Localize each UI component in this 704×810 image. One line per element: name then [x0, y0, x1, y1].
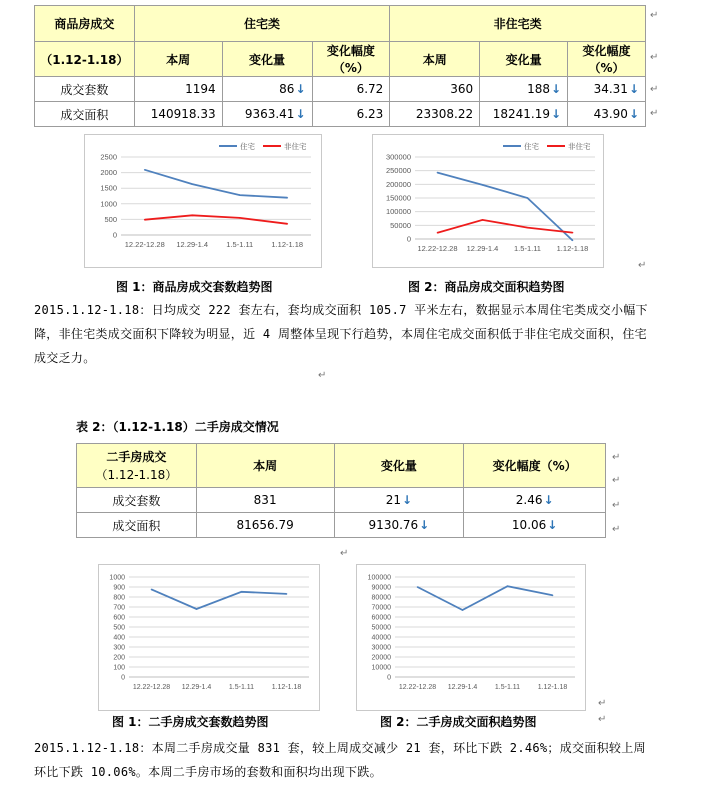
table1-col-change-2: 变化量	[480, 42, 568, 77]
return-mark-icon: ↵	[638, 260, 647, 271]
data-point	[151, 589, 153, 591]
y-tick-label: 1000	[109, 574, 125, 582]
x-tick-label: 12.29-1.4	[466, 244, 499, 253]
return-mark-icon: ↵	[612, 524, 621, 535]
y-tick-label: 40000	[371, 634, 391, 642]
y-tick-label: 70000	[371, 604, 391, 612]
legend-label: 非住宅	[568, 142, 591, 151]
table1-group-residential: 住宅类	[134, 6, 390, 42]
chart-svg	[99, 565, 319, 710]
x-tick-label: 1.12-1.18	[556, 244, 589, 253]
x-tick-label: 12.29-1.4	[181, 684, 212, 691]
return-mark-icon: ↵	[612, 500, 621, 511]
x-tick-label: 12.22-12.28	[124, 240, 165, 249]
row-label: 成交套数	[35, 77, 135, 102]
figure-caption: 图 1：商品房成交套数趋势图	[116, 280, 273, 294]
figure-caption: 图 1：二手房成交套数趋势图	[112, 715, 269, 729]
table1-col-pct-2: 变化幅度（%）	[568, 42, 646, 77]
y-tick-label: 0	[406, 234, 411, 244]
y-tick-label: 100000	[385, 207, 411, 217]
table1-col-pct: 变化幅度（%）	[312, 42, 390, 77]
y-tick-label: 250000	[385, 166, 411, 176]
return-mark-icon: ↵	[598, 698, 607, 709]
down-arrow-icon: ↓	[628, 107, 639, 121]
cell: 9363.41	[244, 107, 295, 121]
data-point	[482, 184, 484, 186]
legend-label: 住宅	[240, 142, 255, 151]
series-line	[145, 170, 287, 198]
cell: 18241.19	[492, 107, 550, 121]
table-row	[77, 513, 606, 538]
y-tick-label: 200	[113, 654, 125, 662]
down-arrow-icon: ↓	[295, 82, 306, 96]
x-tick-label: 1.12-1.18	[537, 684, 568, 691]
cell: 34.31	[593, 82, 628, 96]
data-point	[239, 217, 241, 219]
data-point	[191, 183, 193, 185]
table1-period: （1.12-1.18）	[35, 42, 135, 77]
legend-label: 住宅	[524, 142, 539, 151]
y-tick-label: 80000	[371, 594, 391, 602]
x-tick-label: 12.29-1.4	[176, 240, 209, 249]
chart-new-homes-units	[84, 134, 322, 268]
cell: 43.90	[593, 107, 628, 121]
chart-svg	[373, 135, 603, 267]
data-point	[437, 172, 439, 174]
data-point	[552, 595, 554, 597]
return-mark-icon: ↵	[598, 714, 607, 725]
x-tick-label: 1.12-1.18	[271, 240, 304, 249]
table2-period: （1.12-1.18）	[95, 467, 178, 482]
return-mark-icon: ↵	[612, 452, 621, 463]
paragraph-new-homes: 2015.1.12-1.18：日均成交 222 套左右，套均成交面积 105.7 平米左右，数据显示本周住宅类成交小幅下降，非住宅类成交面积下降较为明显，近 4 周整体呈现下行趋势，本周住宅成交面积低于非住宅成交面积，住宅成交乏力。	[34, 303, 648, 365]
y-tick-label: 30000	[371, 644, 391, 652]
row-label: 成交面积	[35, 102, 135, 127]
down-arrow-icon: ↓	[295, 107, 306, 121]
data-point	[507, 585, 509, 587]
y-tick-label: 10000	[371, 664, 391, 672]
data-point	[196, 608, 198, 610]
y-tick-label: 800	[113, 594, 125, 602]
down-arrow-icon: ↓	[547, 518, 558, 532]
table-row	[77, 488, 606, 513]
table1-corner: 商品房成交	[35, 6, 135, 42]
cell: 86	[279, 82, 295, 96]
y-tick-label: 2000	[100, 168, 117, 178]
return-mark-icon: ↵	[650, 10, 659, 21]
y-tick-label: 900	[113, 584, 125, 592]
data-point	[286, 197, 288, 199]
table2-col-week: 本周	[196, 444, 334, 488]
table1-col-week: 本周	[134, 42, 222, 77]
y-tick-label: 1500	[100, 183, 117, 193]
chart-second-hand-units	[98, 564, 320, 711]
data-point	[417, 586, 419, 588]
cell: 1194	[134, 77, 222, 102]
data-point	[286, 593, 288, 595]
data-point	[572, 232, 574, 234]
data-point	[191, 215, 193, 217]
y-tick-label: 300000	[385, 152, 411, 162]
figure-caption: 图 2：二手房成交面积趋势图	[380, 715, 537, 729]
down-arrow-icon: ↓	[543, 493, 554, 507]
y-tick-label: 20000	[371, 654, 391, 662]
return-mark-icon: ↵	[612, 475, 621, 486]
down-arrow-icon: ↓	[551, 82, 562, 96]
down-arrow-icon: ↓	[402, 493, 413, 507]
y-tick-label: 200000	[385, 179, 411, 189]
data-point	[144, 219, 146, 221]
y-tick-label: 600	[113, 614, 125, 622]
table2-title: 表 2：（1.12-1.18）二手房成交情况	[76, 420, 279, 434]
x-tick-label: 1.12-1.18	[271, 684, 302, 691]
y-tick-label: 100	[113, 664, 125, 672]
table-second-hand	[76, 443, 606, 538]
y-tick-label: 150000	[385, 193, 411, 203]
y-tick-label: 0	[387, 674, 391, 682]
y-tick-label: 700	[113, 604, 125, 612]
cell: 2.46	[515, 493, 543, 507]
y-tick-label: 0	[121, 674, 125, 682]
legend-label: 非住宅	[284, 142, 307, 151]
figure-caption: 图 2：商品房成交面积趋势图	[408, 280, 565, 294]
data-point	[286, 223, 288, 225]
table-row	[35, 77, 646, 102]
table-new-homes	[34, 5, 646, 127]
x-tick-label: 12.22-12.28	[132, 684, 171, 691]
data-point	[482, 219, 484, 221]
row-label: 成交面积	[77, 513, 197, 538]
data-point	[437, 232, 439, 234]
cell: 81656.79	[196, 513, 334, 538]
x-tick-label: 12.22-12.28	[398, 684, 437, 691]
paragraph-second-hand: 2015.1.12-1.18：本周二手房成交量 831 套，较上周成交减少 21 套，环比下跌 2.46%；成交面积较上周环比下跌 10.06%。本周二手房市场的套数和面积均出现下跌。	[34, 741, 646, 779]
table2-col-change: 变化量	[334, 444, 464, 488]
table2-corner: 二手房成交	[106, 449, 167, 464]
return-mark-icon: ↵	[650, 108, 659, 119]
return-mark-icon: ↵	[340, 548, 349, 559]
series-line	[418, 586, 553, 610]
chart-svg	[85, 135, 321, 267]
cell: 6.23	[312, 102, 390, 127]
return-mark-icon: ↵	[650, 52, 659, 63]
x-tick-label: 1.5-1.11	[228, 684, 255, 691]
x-tick-label: 12.22-12.28	[417, 244, 458, 253]
data-point	[527, 227, 529, 229]
series-line	[152, 589, 287, 609]
cell: 188	[527, 82, 550, 96]
y-tick-label: 300	[113, 644, 125, 652]
cell: 831	[196, 488, 334, 513]
data-point	[527, 197, 529, 199]
table-row	[35, 102, 646, 127]
cell: 21	[385, 493, 401, 507]
data-point	[572, 240, 574, 242]
return-mark-icon: ↵	[318, 370, 327, 381]
y-tick-label: 1000	[100, 199, 117, 209]
down-arrow-icon: ↓	[551, 107, 562, 121]
x-tick-label: 1.5-1.11	[226, 240, 254, 249]
chart-new-homes-area	[372, 134, 604, 268]
y-tick-label: 50000	[390, 220, 411, 230]
x-tick-label: 1.5-1.11	[514, 244, 541, 253]
table2-col-pct: 变化幅度（%）	[464, 444, 606, 488]
cell: 23308.22	[390, 102, 480, 127]
return-mark-icon: ↵	[650, 84, 659, 95]
y-tick-label: 90000	[371, 584, 391, 592]
y-tick-label: 60000	[371, 614, 391, 622]
cell: 9130.76	[368, 518, 419, 532]
chart-second-hand-area	[356, 564, 586, 711]
x-tick-label: 12.29-1.4	[447, 684, 478, 691]
y-tick-label: 0	[112, 230, 117, 240]
cell: 6.72	[312, 77, 390, 102]
table1-col-week-2: 本周	[390, 42, 480, 77]
y-tick-label: 2500	[100, 152, 117, 162]
down-arrow-icon: ↓	[628, 82, 639, 96]
table1-col-change: 变化量	[222, 42, 312, 77]
down-arrow-icon: ↓	[419, 518, 430, 532]
cell: 360	[390, 77, 480, 102]
data-point	[241, 591, 243, 593]
row-label: 成交套数	[77, 488, 197, 513]
y-tick-label: 500	[104, 214, 117, 224]
data-point	[239, 194, 241, 196]
data-point	[462, 609, 464, 611]
chart-svg	[357, 565, 585, 710]
y-tick-label: 50000	[371, 624, 391, 632]
table1-group-nonresidential: 非住宅类	[390, 6, 646, 42]
x-tick-label: 1.5-1.11	[494, 684, 521, 691]
cell: 10.06	[511, 518, 547, 532]
y-tick-label: 100000	[367, 574, 391, 582]
y-tick-label: 400	[113, 634, 125, 642]
cell: 140918.33	[134, 102, 222, 127]
data-point	[144, 169, 146, 171]
y-tick-label: 500	[113, 624, 125, 632]
